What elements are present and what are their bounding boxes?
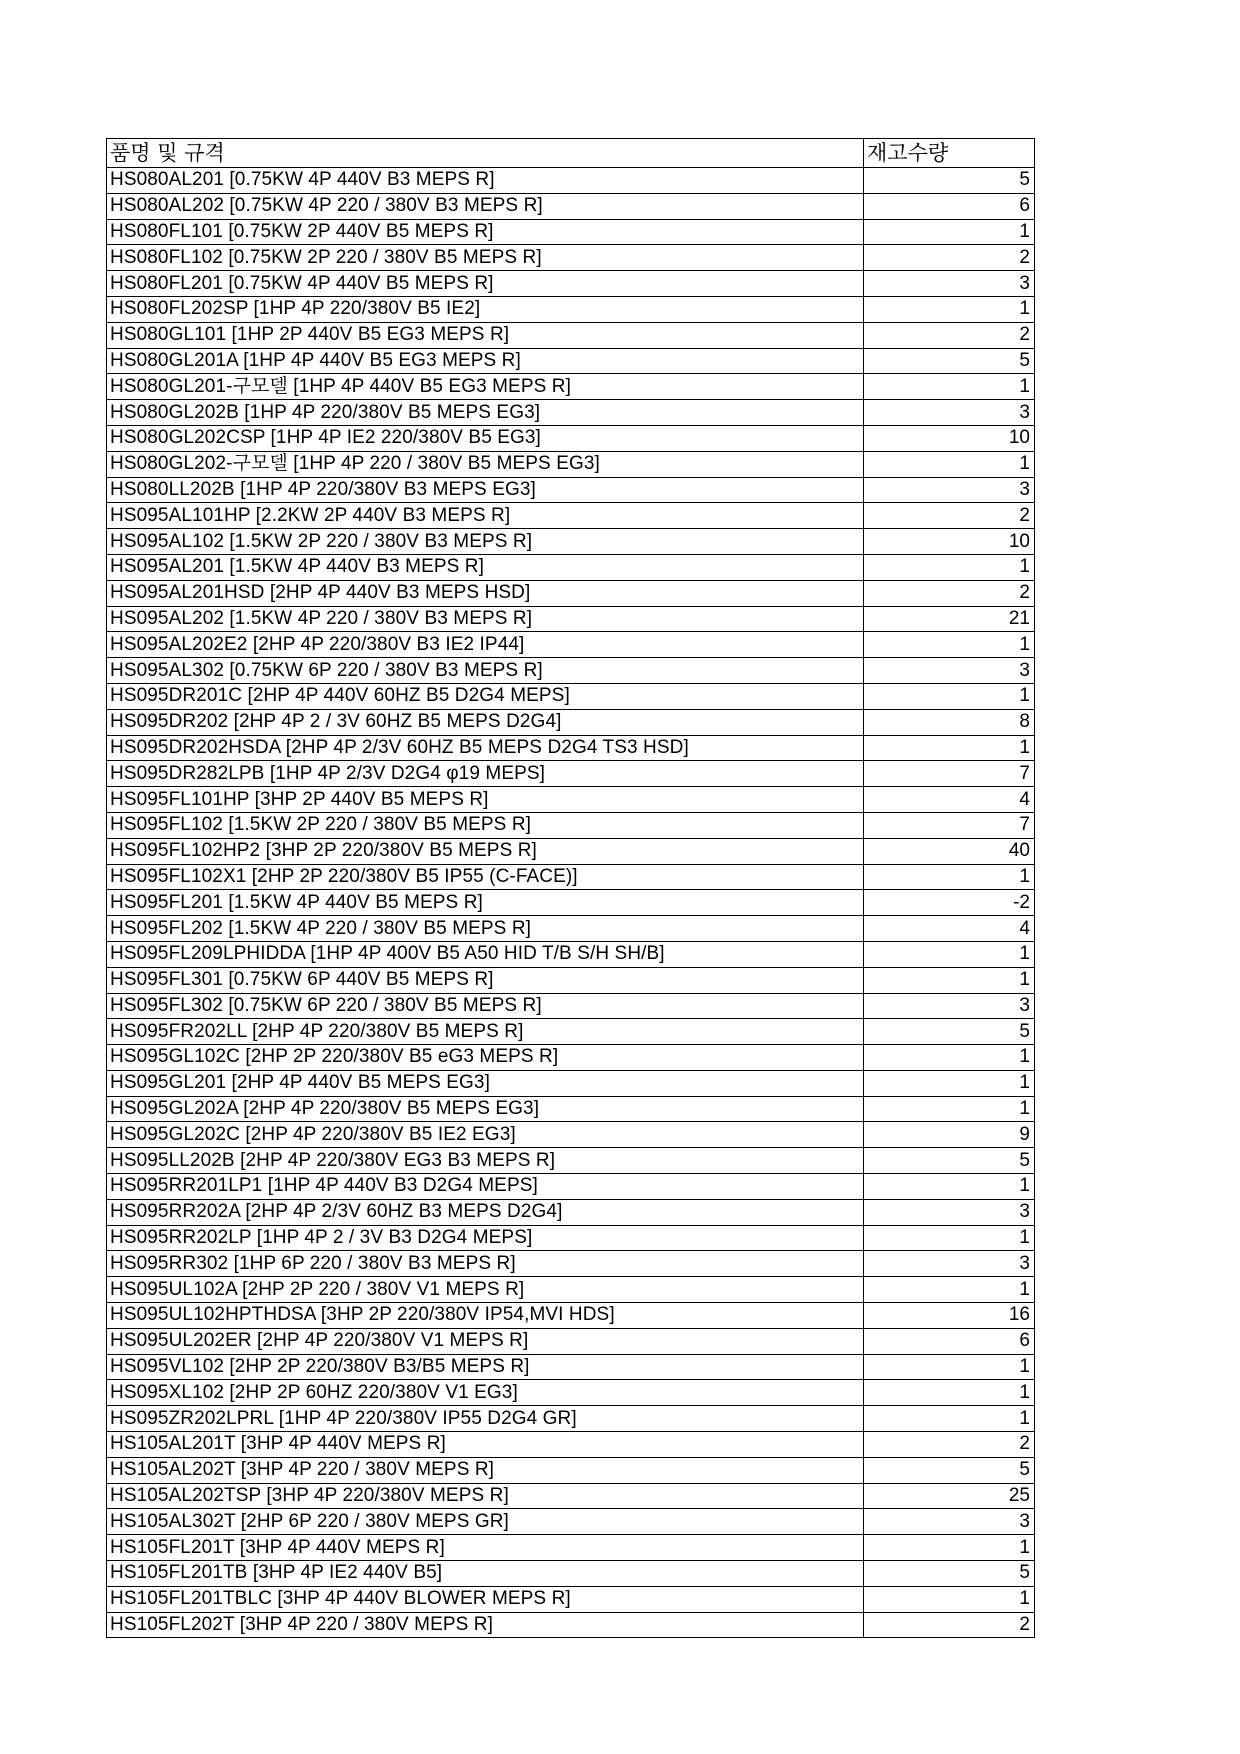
item-spec-cell: HS095RR302 [1HP 6P 220 / 380V B3 MEPS R]	[107, 1251, 864, 1277]
inventory-table	[106, 138, 1035, 1638]
stock-qty-cell: 1	[864, 1586, 1035, 1612]
table-row	[107, 296, 1035, 322]
item-spec-cell: HS095AL202E2 [2HP 4P 220/380V B3 IE2 IP44]	[107, 632, 864, 658]
stock-qty-cell: 5	[864, 168, 1035, 194]
table-row	[107, 1354, 1035, 1380]
stock-qty-cell: 8	[864, 709, 1035, 735]
item-spec-cell: HS095FL301 [0.75KW 6P 440V B5 MEPS R]	[107, 967, 864, 993]
item-spec-cell: HS095AL101HP [2.2KW 2P 440V B3 MEPS R]	[107, 503, 864, 529]
item-spec-cell: HS095DR202 [2HP 4P 2 / 3V 60HZ B5 MEPS D2G4]	[107, 709, 864, 735]
stock-qty-cell: 1	[864, 1380, 1035, 1406]
table-row	[107, 1277, 1035, 1303]
stock-qty-cell: 1	[864, 1174, 1035, 1200]
table-row	[107, 1432, 1035, 1458]
item-spec-cell: HS080FL201 [0.75KW 4P 440V B5 MEPS R]	[107, 271, 864, 297]
stock-qty-cell: 5	[864, 348, 1035, 374]
table-row	[107, 1612, 1035, 1638]
table-row	[107, 503, 1035, 529]
stock-qty-cell: 3	[864, 993, 1035, 1019]
item-spec-cell: HS095DR201C [2HP 4P 440V 60HZ B5 D2G4 MEPS]	[107, 683, 864, 709]
stock-qty-cell: 1	[864, 1070, 1035, 1096]
item-spec-cell: HS095GL202A [2HP 4P 220/380V B5 MEPS EG3]	[107, 1096, 864, 1122]
stock-qty-cell: 3	[864, 1509, 1035, 1535]
table-row	[107, 400, 1035, 426]
table-row	[107, 658, 1035, 684]
stock-qty-cell: 5	[864, 1561, 1035, 1587]
table-row	[107, 1303, 1035, 1329]
item-spec-cell: HS105AL201T [3HP 4P 440V MEPS R]	[107, 1432, 864, 1458]
item-spec-cell: HS080GL202B [1HP 4P 220/380V B5 MEPS EG3]	[107, 400, 864, 426]
item-spec-cell: HS095UL102HPTHDSA [3HP 2P 220/380V IP54,MVI HDS]	[107, 1303, 864, 1329]
table-row	[107, 1483, 1035, 1509]
stock-qty-cell: 1	[864, 1354, 1035, 1380]
stock-qty-cell: 7	[864, 812, 1035, 838]
stock-qty-cell: 6	[864, 193, 1035, 219]
table-row	[107, 1096, 1035, 1122]
table-row	[107, 477, 1035, 503]
item-spec-cell: HS095FL302 [0.75KW 6P 220 / 380V B5 MEPS R]	[107, 993, 864, 1019]
item-spec-cell: HS080GL202CSP [1HP 4P IE2 220/380V B5 EG3]	[107, 425, 864, 451]
item-spec-cell: HS105AL202T [3HP 4P 220 / 380V MEPS R]	[107, 1457, 864, 1483]
table-row	[107, 1328, 1035, 1354]
table-row	[107, 245, 1035, 271]
table-row	[107, 1251, 1035, 1277]
table-row	[107, 709, 1035, 735]
stock-qty-cell: 1	[864, 941, 1035, 967]
stock-qty-cell: 1	[864, 864, 1035, 890]
stock-qty-cell: 4	[864, 787, 1035, 813]
stock-qty-cell: 1	[864, 1277, 1035, 1303]
item-spec-cell: HS095DR202HSDA [2HP 4P 2/3V 60HZ B5 MEPS D2G4 TS3 HSD]	[107, 735, 864, 761]
item-spec-cell: HS095FL102HP2 [3HP 2P 220/380V B5 MEPS R]	[107, 838, 864, 864]
item-spec-cell: HS095FR202LL [2HP 4P 220/380V B5 MEPS R]	[107, 1019, 864, 1045]
table-row	[107, 890, 1035, 916]
stock-qty-cell: 2	[864, 1612, 1035, 1638]
table-row	[107, 1174, 1035, 1200]
item-spec-cell: HS080GL202-구모델 [1HP 4P 220 / 380V B5 MEPS EG3]	[107, 451, 864, 477]
table-row	[107, 1561, 1035, 1587]
table-row	[107, 1406, 1035, 1432]
item-spec-cell: HS105AL302T [2HP 6P 220 / 380V MEPS GR]	[107, 1509, 864, 1535]
stock-qty-cell: 4	[864, 916, 1035, 942]
table-row	[107, 1457, 1035, 1483]
table-row	[107, 967, 1035, 993]
header-item-spec: 품명 및 규격	[107, 139, 864, 168]
stock-qty-cell: 3	[864, 1251, 1035, 1277]
table-row	[107, 1148, 1035, 1174]
stock-qty-cell: 1	[864, 219, 1035, 245]
table-row	[107, 425, 1035, 451]
table-row	[107, 1070, 1035, 1096]
stock-qty-cell: 1	[864, 1096, 1035, 1122]
table-row	[107, 1509, 1035, 1535]
item-spec-cell: HS095VL102 [2HP 2P 220/380V B3/B5 MEPS R]	[107, 1354, 864, 1380]
stock-qty-cell: 5	[864, 1457, 1035, 1483]
table-row	[107, 374, 1035, 400]
stock-qty-cell: 3	[864, 658, 1035, 684]
item-spec-cell: HS105FL201TBLC [3HP 4P 440V BLOWER MEPS R]	[107, 1586, 864, 1612]
header-stock-qty: 재고수량	[864, 139, 1035, 168]
stock-qty-cell: 1	[864, 632, 1035, 658]
table-row	[107, 916, 1035, 942]
item-spec-cell: HS080GL201A [1HP 4P 440V B5 EG3 MEPS R]	[107, 348, 864, 374]
item-spec-cell: HS095LL202B [2HP 4P 220/380V EG3 B3 MEPS R]	[107, 1148, 864, 1174]
item-spec-cell: HS080AL202 [0.75KW 4P 220 / 380V B3 MEPS R]	[107, 193, 864, 219]
table-row	[107, 606, 1035, 632]
table-row	[107, 787, 1035, 813]
item-spec-cell: HS080AL201 [0.75KW 4P 440V B3 MEPS R]	[107, 168, 864, 194]
table-row	[107, 271, 1035, 297]
item-spec-cell: HS105FL202T [3HP 4P 220 / 380V MEPS R]	[107, 1612, 864, 1638]
table-row	[107, 941, 1035, 967]
stock-qty-cell: 1	[864, 451, 1035, 477]
item-spec-cell: HS080FL202SP [1HP 4P 220/380V B5 IE2]	[107, 296, 864, 322]
item-spec-cell: HS095XL102 [2HP 2P 60HZ 220/380V V1 EG3]	[107, 1380, 864, 1406]
item-spec-cell: HS080FL102 [0.75KW 2P 220 / 380V B5 MEPS R]	[107, 245, 864, 271]
stock-qty-cell: 2	[864, 322, 1035, 348]
item-spec-cell: HS095UL202ER [2HP 4P 220/380V V1 MEPS R]	[107, 1328, 864, 1354]
stock-qty-cell: 1	[864, 1535, 1035, 1561]
stock-qty-cell: 3	[864, 1199, 1035, 1225]
item-spec-cell: HS095FL101HP [3HP 2P 440V B5 MEPS R]	[107, 787, 864, 813]
item-spec-cell: HS095GL102C [2HP 2P 220/380V B5 eG3 MEPS R]	[107, 1045, 864, 1071]
item-spec-cell: HS095AL302 [0.75KW 6P 220 / 380V B3 MEPS R]	[107, 658, 864, 684]
table-row	[107, 838, 1035, 864]
item-spec-cell: HS095RR202LP [1HP 4P 2 / 3V B3 D2G4 MEPS]	[107, 1225, 864, 1251]
item-spec-cell: HS095FL102X1 [2HP 2P 220/380V B5 IP55 (C-FACE)]	[107, 864, 864, 890]
item-spec-cell: HS080LL202B [1HP 4P 220/380V B3 MEPS EG3]	[107, 477, 864, 503]
stock-qty-cell: 6	[864, 1328, 1035, 1354]
table-row	[107, 1225, 1035, 1251]
stock-qty-cell: 25	[864, 1483, 1035, 1509]
stock-qty-cell: 3	[864, 400, 1035, 426]
table-row	[107, 219, 1035, 245]
stock-qty-cell: 10	[864, 425, 1035, 451]
stock-qty-cell: 5	[864, 1019, 1035, 1045]
item-spec-cell: HS095DR282LPB [1HP 4P 2/3V D2G4 φ19 MEPS]	[107, 761, 864, 787]
table-row	[107, 864, 1035, 890]
item-spec-cell: HS095RR202A [2HP 4P 2/3V 60HZ B3 MEPS D2G4]	[107, 1199, 864, 1225]
item-spec-cell: HS080GL201-구모델 [1HP 4P 440V B5 EG3 MEPS R]	[107, 374, 864, 400]
item-spec-cell: HS095GL202C [2HP 4P 220/380V B5 IE2 EG3]	[107, 1122, 864, 1148]
stock-qty-cell: 1	[864, 554, 1035, 580]
stock-qty-cell: 10	[864, 529, 1035, 555]
stock-qty-cell: 1	[864, 1406, 1035, 1432]
stock-qty-cell: 1	[864, 735, 1035, 761]
item-spec-cell: HS095FL209LPHIDDA [1HP 4P 400V B5 A50 HID T/B S/H SH/B]	[107, 941, 864, 967]
item-spec-cell: HS095ZR202LPRL [1HP 4P 220/380V IP55 D2G4 GR]	[107, 1406, 864, 1432]
table-row	[107, 529, 1035, 555]
table-row	[107, 193, 1035, 219]
table-row	[107, 1380, 1035, 1406]
table-row	[107, 1122, 1035, 1148]
table-row	[107, 168, 1035, 194]
item-spec-cell: HS080FL101 [0.75KW 2P 440V B5 MEPS R]	[107, 219, 864, 245]
stock-qty-cell: 1	[864, 1045, 1035, 1071]
stock-qty-cell: -2	[864, 890, 1035, 916]
item-spec-cell: HS095FL202 [1.5KW 4P 220 / 380V B5 MEPS R]	[107, 916, 864, 942]
stock-qty-cell: 2	[864, 580, 1035, 606]
stock-qty-cell: 2	[864, 503, 1035, 529]
table-row	[107, 812, 1035, 838]
item-spec-cell: HS095AL201 [1.5KW 4P 440V B3 MEPS R]	[107, 554, 864, 580]
item-spec-cell: HS095RR201LP1 [1HP 4P 440V B3 D2G4 MEPS]	[107, 1174, 864, 1200]
header-row	[107, 139, 1035, 168]
item-spec-cell: HS095AL202 [1.5KW 4P 220 / 380V B3 MEPS R]	[107, 606, 864, 632]
stock-qty-cell: 40	[864, 838, 1035, 864]
stock-qty-cell: 3	[864, 477, 1035, 503]
stock-qty-cell: 1	[864, 683, 1035, 709]
item-spec-cell: HS105FL201T [3HP 4P 440V MEPS R]	[107, 1535, 864, 1561]
item-spec-cell: HS105FL201TB [3HP 4P IE2 440V B5]	[107, 1561, 864, 1587]
stock-qty-cell: 5	[864, 1148, 1035, 1174]
stock-qty-cell: 1	[864, 967, 1035, 993]
stock-qty-cell: 9	[864, 1122, 1035, 1148]
table-row	[107, 683, 1035, 709]
item-spec-cell: HS095UL102A [2HP 2P 220 / 380V V1 MEPS R]	[107, 1277, 864, 1303]
stock-qty-cell: 1	[864, 1225, 1035, 1251]
table-row	[107, 993, 1035, 1019]
table-row	[107, 632, 1035, 658]
table-row	[107, 1045, 1035, 1071]
table-row	[107, 322, 1035, 348]
table-row	[107, 1535, 1035, 1561]
item-spec-cell: HS105AL202TSP [3HP 4P 220/380V MEPS R]	[107, 1483, 864, 1509]
item-spec-cell: HS095GL201 [2HP 4P 440V B5 MEPS EG3]	[107, 1070, 864, 1096]
table-row	[107, 1019, 1035, 1045]
stock-qty-cell: 1	[864, 296, 1035, 322]
stock-qty-cell: 2	[864, 245, 1035, 271]
inventory-body	[107, 168, 1035, 1638]
table-row	[107, 1586, 1035, 1612]
item-spec-cell: HS095AL102 [1.5KW 2P 220 / 380V B3 MEPS R]	[107, 529, 864, 555]
table-row	[107, 735, 1035, 761]
stock-qty-cell: 3	[864, 271, 1035, 297]
item-spec-cell: HS095FL201 [1.5KW 4P 440V B5 MEPS R]	[107, 890, 864, 916]
table-row	[107, 451, 1035, 477]
stock-qty-cell: 21	[864, 606, 1035, 632]
table-row	[107, 1199, 1035, 1225]
item-spec-cell: HS080GL101 [1HP 2P 440V B5 EG3 MEPS R]	[107, 322, 864, 348]
table-row	[107, 761, 1035, 787]
stock-qty-cell: 7	[864, 761, 1035, 787]
table-row	[107, 348, 1035, 374]
table-row	[107, 554, 1035, 580]
stock-qty-cell: 2	[864, 1432, 1035, 1458]
item-spec-cell: HS095FL102 [1.5KW 2P 220 / 380V B5 MEPS R]	[107, 812, 864, 838]
stock-qty-cell: 16	[864, 1303, 1035, 1329]
stock-qty-cell: 1	[864, 374, 1035, 400]
item-spec-cell: HS095AL201HSD [2HP 4P 440V B3 MEPS HSD]	[107, 580, 864, 606]
table-row	[107, 580, 1035, 606]
